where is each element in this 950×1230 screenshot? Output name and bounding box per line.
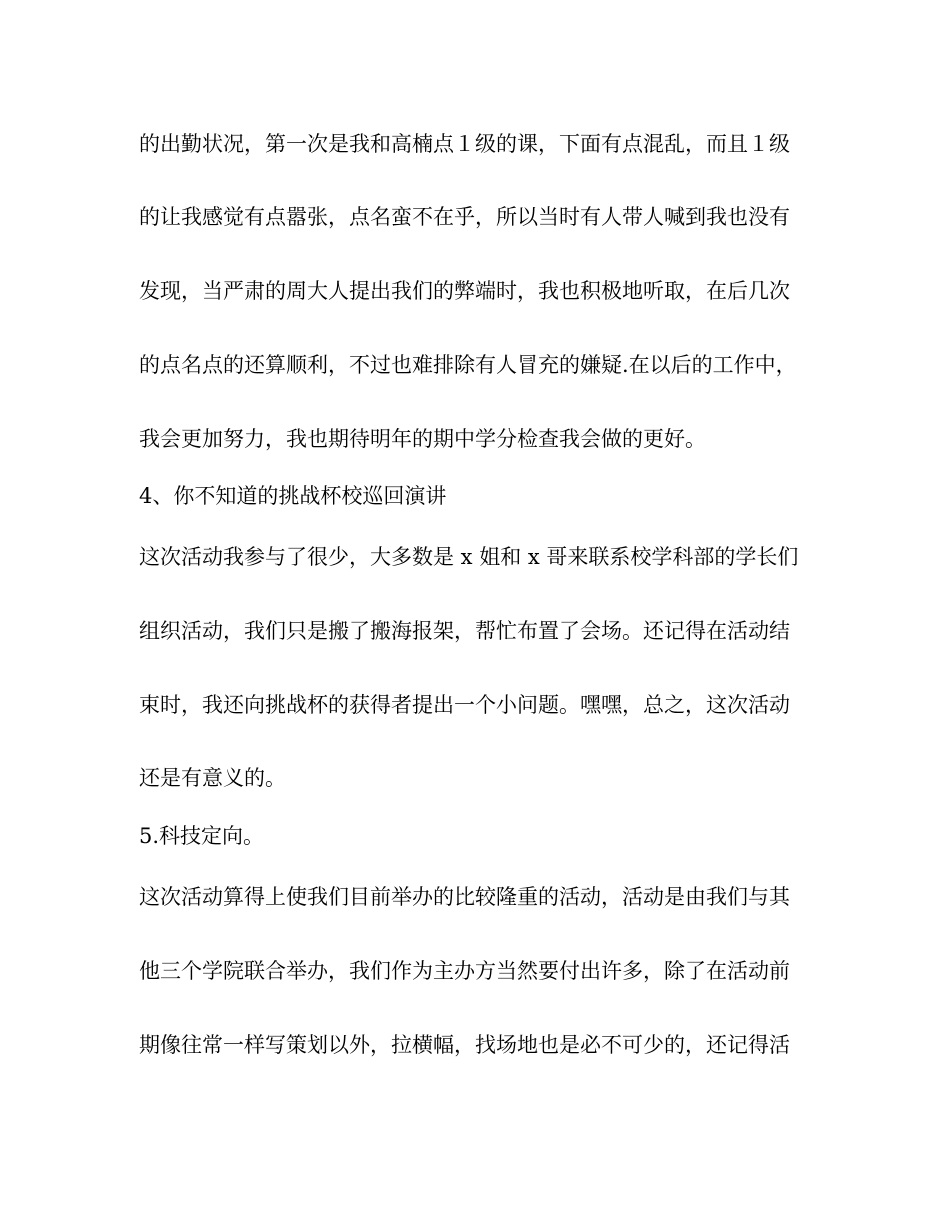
paragraph-line: 的让我感觉有点嚣张，点名蛮不在乎，所以当时有人带人喊到我也没有 [139, 205, 790, 229]
section-heading: 4、你不知道的挑战杯校巡回演讲 [139, 484, 447, 508]
paragraph-line: 他三个学院联合举办，我们作为主办方当然要付出许多，除了在活动前 [139, 959, 790, 983]
paragraph-line: 组织活动，我们只是搬了搬海报架，帮忙布置了会场。还记得在活动结 [139, 619, 790, 643]
section-heading: 5.科技定向。 [139, 824, 265, 848]
paragraph-line: 还是有意义的。 [139, 766, 286, 790]
paragraph-line: 发现，当严肃的周大人提出我们的弊端时，我也积极地听取，在后几次 [139, 279, 790, 303]
paragraph-line: 束时，我还向挑战杯的获得者提出一个小问题。嘿嘿，总之，这次活动 [139, 693, 790, 717]
paragraph-line: 我会更加努力，我也期待明年的期中学分检查我会做的更好。 [139, 427, 706, 451]
paragraph-line: 的点名点的还算顺利，不过也难排除有人冒充的嫌疑.在以后的工作中， [139, 353, 797, 377]
paragraph-line: 这次活动我参与了很少，大多数是 x 姐和 x 哥来联系校学科部的学长们 [139, 545, 799, 569]
paragraph-line: 这次活动算得上使我们目前举办的比较隆重的活动，活动是由我们与其 [139, 885, 790, 909]
paragraph-line: 期像往常一样写策划以外，拉横幅，找场地也是必不可少的，还记得活 [139, 1033, 790, 1057]
paragraph-line: 的出勤状况，第一次是我和高楠点１级的课，下面有点混乱，而且１级 [139, 132, 790, 156]
